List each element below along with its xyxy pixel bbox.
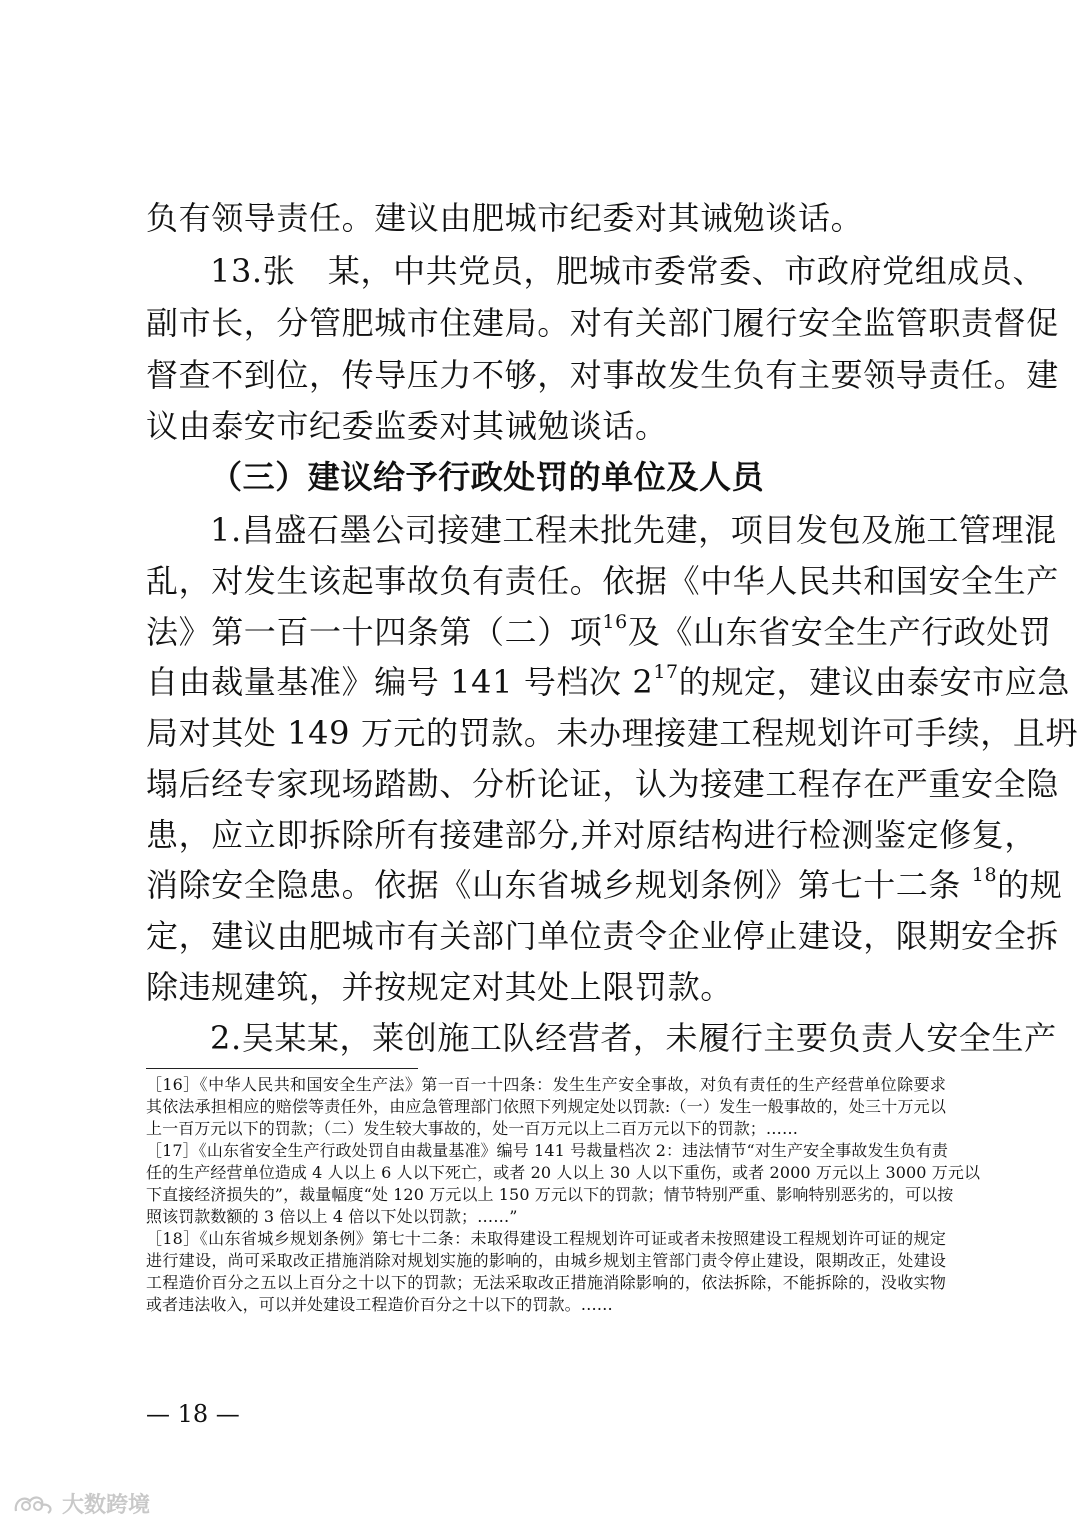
- body-line-10: [146, 661, 1070, 702]
- footnote-17-line-2: 任的生产经营单位造成 4 人以上 6 人以下死亡，或者 20 人以上 30 人以下重伤，或者 2000 万元以上 3000 万元以: [146, 1163, 981, 1182]
- body-line-9: [146, 611, 1052, 652]
- footnote-17-line-3: 下直接经济损失的”，裁量幅度“处 120 万元以上 150 万元以下的罚款；情节特别严重、影响特别恶劣的，可以按: [146, 1185, 954, 1204]
- body-line-2: 13.张 某，中共党员，肥城市委常委、市政府党组成员、: [210, 252, 1046, 290]
- footnote-16-line-3: 上一百万元以下的罚款；（二）发生较大事故的，处一百万元以上二百万元以下的罚款；……: [146, 1119, 799, 1138]
- body-line-10-b: 的规定，建议由泰安市应急: [678, 663, 1070, 701]
- body-line-14: [146, 864, 1063, 905]
- body-line-15: 定，建议由肥城市有关部门单位责令企业停止建设，限期安全拆: [146, 917, 1059, 955]
- footnote-18-line-4: 或者违法收入，可以并处建设工程造价百分之十以下的罚款。……: [146, 1295, 613, 1314]
- body-line-16: 除违规建筑，并按规定对其处上限罚款。: [146, 968, 733, 1006]
- body-line-8: 乱，对发生该起事故负有责任。依据《中华人民共和国安全生产: [146, 562, 1059, 600]
- body-line-10-a: 自由裁量基准》编号 141 号档次 2: [146, 663, 654, 701]
- footnote-17-line-4: 照该罚款数额的 3 倍以上 4 倍以下处以罚款；……”: [146, 1207, 518, 1226]
- footnote-18-line-2: 进行建设，尚可采取改正措施消除对规划实施的影响的，由城乡规划主管部门责令停止建设，限期改正，处建设: [146, 1251, 946, 1270]
- body-line-13: 患，应立即拆除所有接建部分,并对原结构进行检测鉴定修复，: [146, 816, 1037, 854]
- body-line-9-a: 法》第一百一十四条第（二）项: [146, 613, 603, 651]
- footnote-18-line-3: 工程造价百分之五以上百分之十以下的罚款；无法采取改正措施消除影响的，依法拆除，不能拆除的，没收实物: [146, 1273, 946, 1292]
- body-line-11: 局对其处 149 万元的罚款。未办理接建工程规划许可手续，且坍: [146, 714, 1079, 752]
- footnote-17-line-1: ［17］《山东省安全生产行政处罚自由裁量基准》编号 141 号裁量档次 2：违法情节“对生产安全事故发生负有责: [146, 1141, 949, 1160]
- section-heading: （三）建议给予行政处罚的单位及人员: [210, 458, 765, 496]
- body-line-14-b: 的规: [997, 866, 1063, 904]
- body-line-17: 2.吴某某，莱创施工队经营者，未履行主要负责人安全生产: [210, 1019, 1057, 1057]
- body-line-5: 议由泰安市纪委监委对其诫勉谈话。: [146, 407, 668, 445]
- body-line-3: 副市长，分管肥城市住建局。对有关部门履行安全监管职责督促: [146, 304, 1059, 342]
- body-line-4: 督查不到位，传导压力不够，对事故发生负有主要领导责任。建: [146, 356, 1059, 394]
- body-line-1: 负有领导责任。建议由肥城市纪委对其诫勉谈话。: [146, 199, 864, 237]
- footnote-16-line-2: 其依法承担相应的赔偿等责任外，由应急管理部门依照下列规定处以罚款:（一）发生一般事故的，处三十万元以: [146, 1097, 946, 1116]
- body-line-9-b: 及《山东省安全生产行政处罚: [627, 613, 1052, 651]
- watermark: [12, 1488, 150, 1519]
- footnote-ref-18[interactable]: 18: [971, 864, 998, 886]
- body-line-7: 1.昌盛石墨公司接建工程未批先建，项目发包及施工管理混: [210, 511, 1057, 549]
- watermark-text: 大数跨境: [62, 1493, 151, 1518]
- watermark-logo-icon: [12, 1491, 56, 1517]
- footnote-ref-16[interactable]: 16: [602, 611, 628, 633]
- page-number: — 18 —: [146, 1400, 240, 1428]
- body-line-12: 塌后经专家现场踏勘、分析论证，认为接建工程存在严重安全隐: [146, 765, 1059, 803]
- footnote-16-line-1: ［16］《中华人民共和国安全生产法》第一百一十四条：发生生产安全事故，对负有责任的生产经营单位除要求: [146, 1075, 946, 1094]
- footnote-18-line-1: ［18］《山东省城乡规划条例》第七十二条：未取得建设工程规划许可证或者未按照建设工程规划许可证的规定: [146, 1229, 946, 1248]
- footnote-ref-17[interactable]: 17: [653, 661, 679, 683]
- body-line-14-a: 消除安全隐患。依据《山东省城乡规划条例》第七十二条: [146, 866, 972, 904]
- footnote-divider: [146, 1068, 418, 1069]
